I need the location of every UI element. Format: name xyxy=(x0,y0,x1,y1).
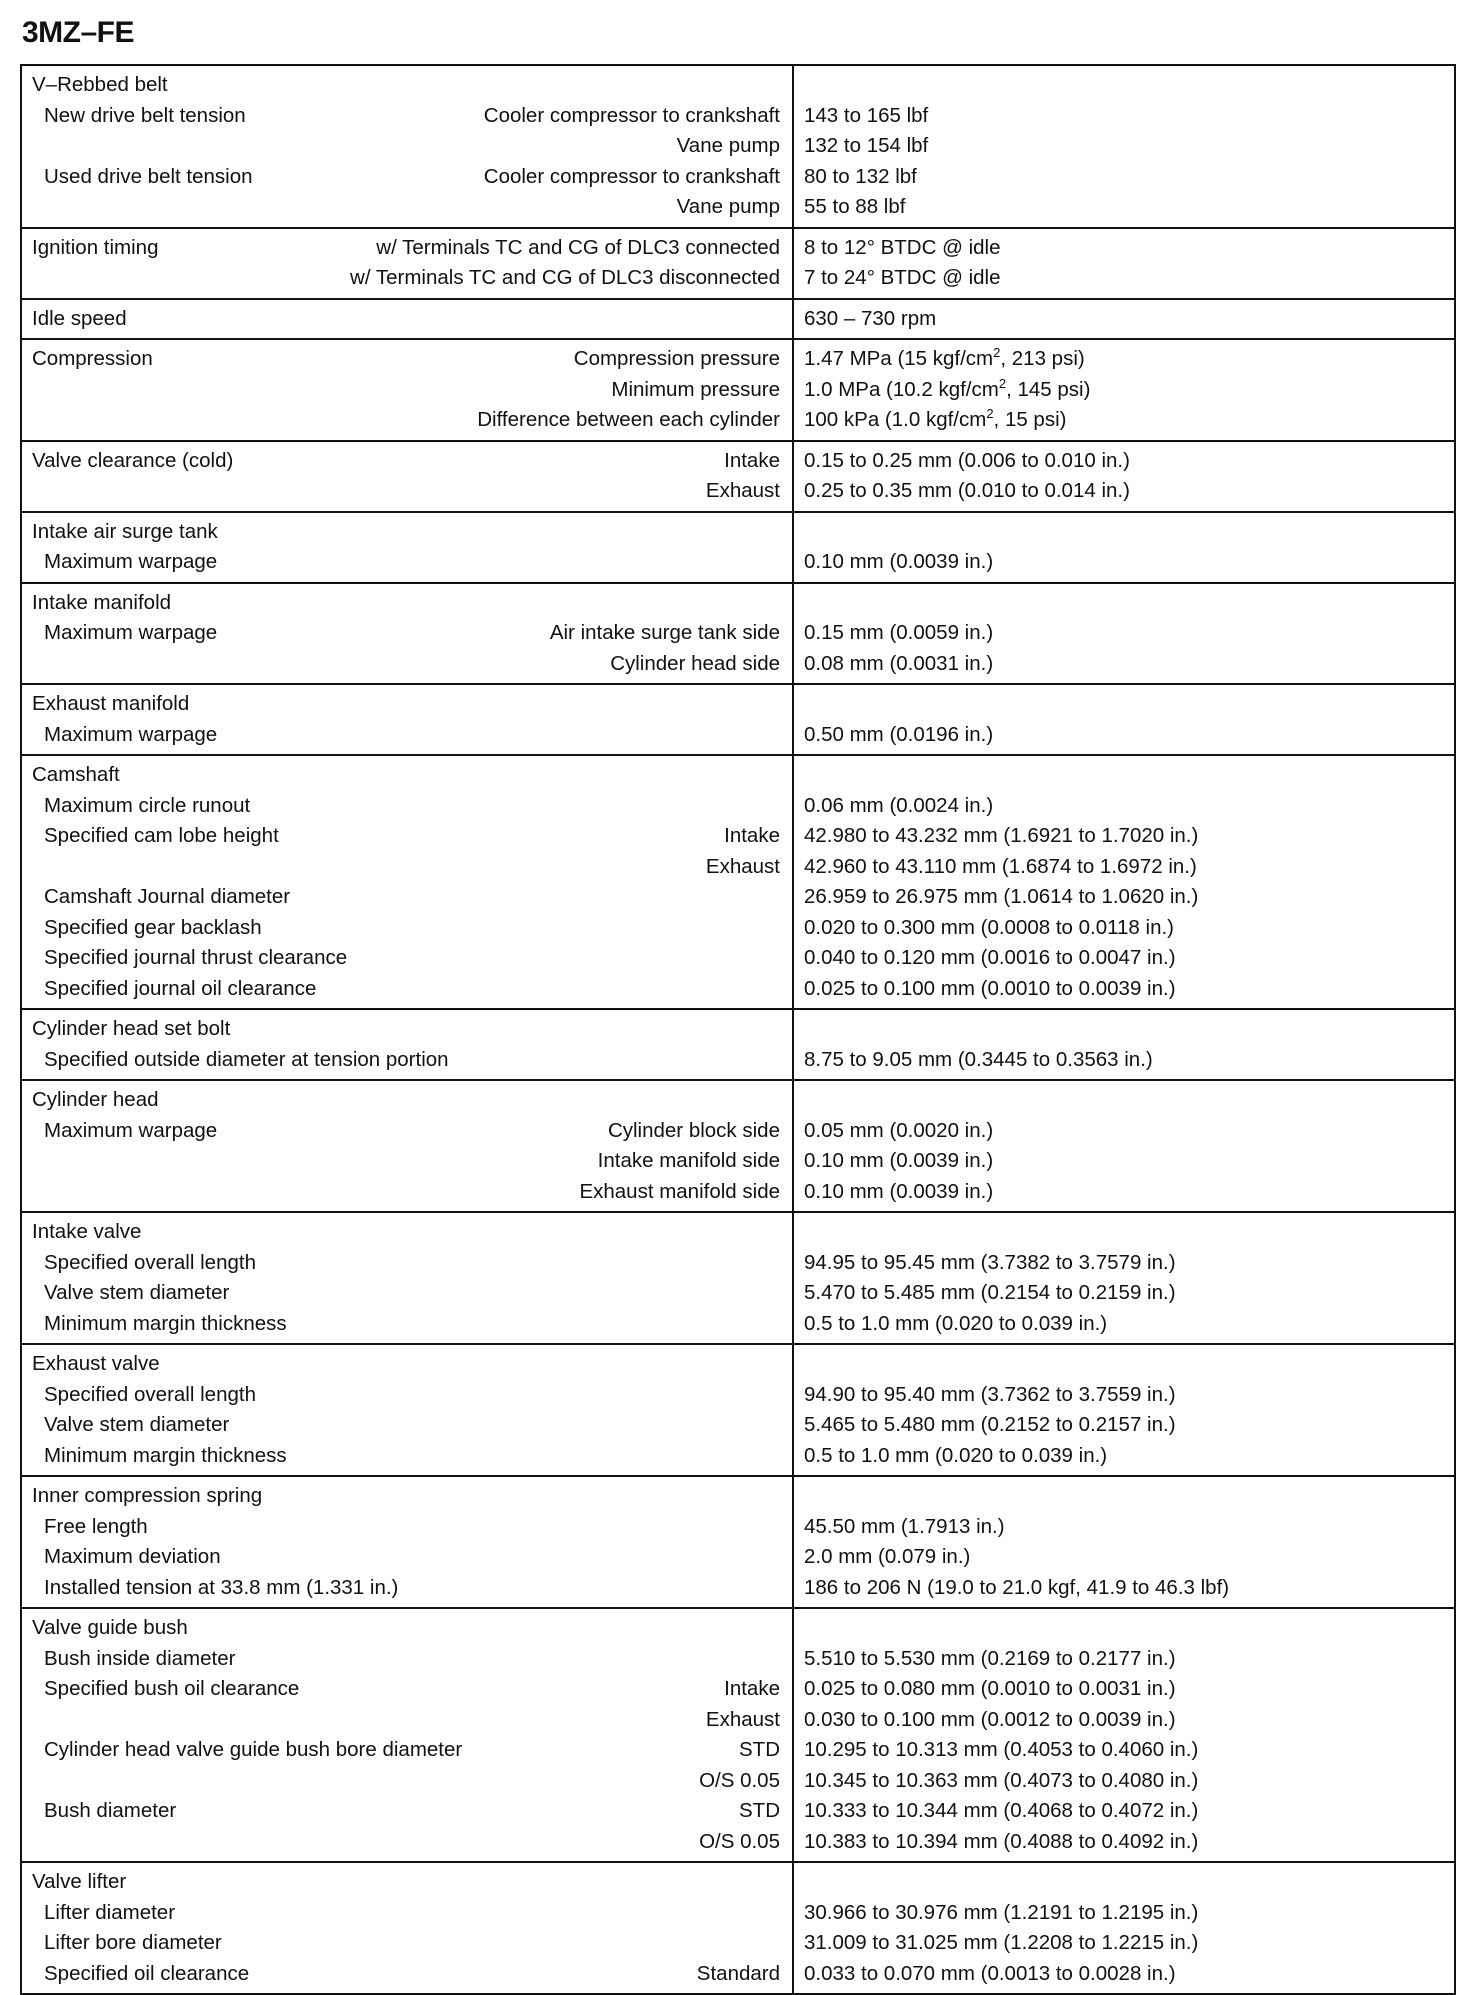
spec-section xyxy=(22,1861,1454,1993)
spec-row xyxy=(32,1410,780,1441)
spec-label: Camshaft xyxy=(32,763,120,786)
spec-row xyxy=(32,720,780,751)
spec-label xyxy=(32,1766,44,1797)
spec-value: 10.333 to 10.344 mm (0.4068 to 0.4072 in.) xyxy=(804,1799,1199,1822)
spec-row xyxy=(32,1705,780,1736)
spec-value: 8 to 12° BTDC @ idle xyxy=(804,235,1001,259)
page-title: 3MZ–FE xyxy=(22,16,135,49)
spec-value: 5.465 to 5.480 mm (0.2152 to 0.2157 in.) xyxy=(804,1413,1176,1436)
spec-label: Inner compression spring xyxy=(32,1484,263,1507)
spec-row xyxy=(32,1248,780,1279)
spec-values-column xyxy=(792,584,1454,684)
spec-section xyxy=(22,1079,1454,1211)
spec-condition: Cylinder head side xyxy=(610,651,780,675)
spec-value xyxy=(804,1014,1444,1045)
spec-label xyxy=(32,131,44,162)
spec-value: 0.25 to 0.35 mm (0.010 to 0.014 in.) xyxy=(804,479,1130,502)
spec-row xyxy=(32,375,780,406)
spec-value xyxy=(804,1613,1444,1644)
spec-condition: Intake manifold side xyxy=(597,1149,780,1172)
spec-condition: Vane pump xyxy=(676,134,780,157)
spec-condition: Exhaust xyxy=(705,854,780,878)
spec-row xyxy=(32,1674,780,1705)
spec-row xyxy=(32,1085,780,1116)
spec-value: 42.980 to 43.232 mm (1.6921 to 1.7020 in.) xyxy=(804,824,1199,847)
spec-value xyxy=(804,689,1444,720)
superscript: 2 xyxy=(993,345,1001,361)
spec-label: Valve stem diameter xyxy=(44,1413,230,1436)
spec-row xyxy=(32,233,780,264)
spec-row xyxy=(32,1177,780,1208)
spec-section xyxy=(22,683,1454,754)
spec-row xyxy=(32,1928,780,1959)
spec-row xyxy=(32,1613,780,1644)
spec-row xyxy=(32,476,780,507)
spec-label: Cylinder head set bolt xyxy=(32,1017,231,1040)
spec-row xyxy=(32,1217,780,1248)
spec-row xyxy=(32,588,780,619)
spec-value: 30.966 to 30.976 mm (1.2191 to 1.2195 in.) xyxy=(804,1900,1199,1924)
spec-row xyxy=(32,131,780,162)
spec-conditions-column xyxy=(22,66,792,227)
spec-values-column xyxy=(792,513,1454,582)
spec-row xyxy=(32,70,780,101)
spec-value: 0.08 mm (0.0031 in.) xyxy=(804,651,994,675)
spec-condition: Intake xyxy=(724,1677,780,1700)
spec-values-column xyxy=(792,1609,1454,1861)
spec-row xyxy=(32,1735,780,1766)
spec-value: 0.50 mm (0.0196 in.) xyxy=(804,722,994,746)
spec-label: Intake valve xyxy=(32,1220,142,1243)
spec-value xyxy=(804,375,1444,406)
spec-section xyxy=(22,440,1454,511)
spec-value: 0.06 mm (0.0024 in.) xyxy=(804,793,994,817)
spec-label: Cylinder head valve guide bush bore diameter xyxy=(44,1738,463,1761)
spec-label: Ignition timing xyxy=(32,235,159,259)
spec-value: 0.030 to 0.100 mm (0.0012 to 0.0039 in.) xyxy=(804,1707,1176,1731)
spec-row xyxy=(32,618,780,649)
spec-condition: Cooler compressor to crankshaft xyxy=(483,103,780,127)
spec-value: 0.040 to 0.120 mm (0.0016 to 0.0047 in.) xyxy=(804,946,1176,969)
spec-value xyxy=(804,760,1444,791)
spec-value: 10.345 to 10.363 mm (0.4073 to 0.4080 in.) xyxy=(804,1768,1199,1792)
spec-label: Specified overall length xyxy=(44,1250,256,1274)
spec-condition: w/ Terminals TC and CG of DLC3 disconnected xyxy=(350,266,780,289)
spec-value: 42.960 to 43.110 mm (1.6874 to 1.6972 in.) xyxy=(804,854,1197,878)
spec-value: 0.05 mm (0.0020 in.) xyxy=(804,1118,994,1142)
spec-value: 5.510 to 5.530 mm (0.2169 to 0.2177 in.) xyxy=(804,1646,1176,1670)
spec-row xyxy=(32,1644,780,1675)
spec-values-column xyxy=(792,1863,1454,1993)
spec-conditions-column xyxy=(22,300,792,339)
spec-row xyxy=(32,821,780,852)
spec-value: 0.15 mm (0.0059 in.) xyxy=(804,621,994,644)
spec-conditions-column xyxy=(22,442,792,511)
spec-label: New drive belt tension xyxy=(44,103,246,127)
spec-section xyxy=(22,1008,1454,1079)
spec-conditions-column xyxy=(22,685,792,754)
spec-label: Intake manifold xyxy=(32,590,172,614)
spec-label: Minimum margin thickness xyxy=(44,1311,287,1335)
spec-row xyxy=(32,344,780,375)
spec-label: Specified oil clearance xyxy=(44,1961,250,1985)
spec-label: Installed tension at 33.8 mm (1.331 in.) xyxy=(44,1575,399,1599)
spec-section xyxy=(22,298,1454,339)
spec-value-text: 1.0 MPa (10.2 kgf/cm xyxy=(804,377,999,401)
spec-conditions-column xyxy=(22,584,792,684)
spec-label: Maximum warpage xyxy=(44,550,218,573)
spec-label: Idle speed xyxy=(32,306,127,330)
spec-row xyxy=(32,1766,780,1797)
spec-label: Exhaust valve xyxy=(32,1352,160,1375)
spec-condition: O/S 0.05 xyxy=(699,1768,780,1792)
spec-row xyxy=(32,547,780,578)
spec-label: Valve lifter xyxy=(32,1870,127,1893)
spec-label: Maximum deviation xyxy=(44,1545,221,1568)
spec-row xyxy=(32,304,780,335)
spec-value-text: 1.47 MPa (15 kgf/cm xyxy=(804,347,994,370)
spec-row xyxy=(32,1867,780,1898)
spec-value xyxy=(804,588,1444,619)
spec-value: 0.025 to 0.080 mm (0.0010 to 0.0031 in.) xyxy=(804,1677,1176,1700)
spec-value xyxy=(804,70,1444,101)
spec-condition: Cylinder block side xyxy=(607,1118,780,1142)
spec-value: 8.75 to 9.05 mm (0.3445 to 0.3563 in.) xyxy=(804,1047,1153,1071)
spec-value: 0.15 to 0.25 mm (0.006 to 0.010 in.) xyxy=(804,448,1130,472)
spec-row xyxy=(32,192,780,223)
spec-label: Valve clearance (cold) xyxy=(32,448,234,472)
spec-value: 31.009 to 31.025 mm (1.2208 to 1.2215 in.) xyxy=(804,1931,1199,1954)
spec-condition: STD xyxy=(739,1799,780,1822)
spec-row xyxy=(32,1481,780,1512)
spec-value xyxy=(804,1867,1444,1898)
spec-label xyxy=(32,192,44,223)
spec-row xyxy=(32,1573,780,1604)
spec-section xyxy=(22,1211,1454,1343)
spec-value-text: 100 kPa (1.0 kgf/cm xyxy=(804,408,987,431)
spec-value: 186 to 206 N (19.0 to 21.0 kgf, 41.9 to 46.3 lbf) xyxy=(804,1575,1230,1599)
spec-label: V–Rebbed belt xyxy=(32,73,168,96)
spec-label xyxy=(32,1705,44,1736)
spec-label xyxy=(32,1827,44,1858)
spec-row xyxy=(32,1116,780,1147)
spec-value: 55 to 88 lbf xyxy=(804,195,906,218)
spec-value: 94.95 to 95.45 mm (3.7382 to 3.7579 in.) xyxy=(804,1250,1176,1274)
spec-value: 0.10 mm (0.0039 in.) xyxy=(804,1179,994,1203)
spec-section xyxy=(22,1343,1454,1475)
spec-label: Intake air surge tank xyxy=(32,519,218,543)
spec-section xyxy=(22,511,1454,582)
spec-value: 2.0 mm (0.079 in.) xyxy=(804,1545,971,1568)
spec-values-column xyxy=(792,340,1454,440)
spec-condition: Standard xyxy=(696,1961,780,1985)
spec-label: Lifter diameter xyxy=(44,1900,176,1924)
spec-values-column xyxy=(792,1477,1454,1607)
spec-conditions-column xyxy=(22,1010,792,1079)
spec-row xyxy=(32,882,780,913)
spec-label xyxy=(32,649,44,680)
spec-row xyxy=(32,943,780,974)
spec-condition: Difference between each cylinder xyxy=(477,408,780,431)
spec-values-column xyxy=(792,1213,1454,1343)
spec-label xyxy=(32,852,44,883)
spec-value: 0.025 to 0.100 mm (0.0010 to 0.0039 in.) xyxy=(804,976,1176,1000)
spec-value xyxy=(804,1349,1444,1380)
spec-section xyxy=(22,66,1454,227)
spec-row xyxy=(32,1146,780,1177)
spec-label: Specified outside diameter at tension portion xyxy=(44,1047,449,1071)
spec-values-column xyxy=(792,1081,1454,1211)
spec-row xyxy=(32,689,780,720)
spec-label: Specified journal thrust clearance xyxy=(44,946,348,969)
spec-value: 94.90 to 95.40 mm (3.7362 to 3.7559 in.) xyxy=(804,1382,1176,1406)
spec-condition: Cooler compressor to crankshaft xyxy=(483,164,780,188)
spec-label: Lifter bore diameter xyxy=(44,1931,222,1954)
spec-label: Valve guide bush xyxy=(32,1616,188,1639)
spec-value: 45.50 mm (1.7913 in.) xyxy=(804,1514,1005,1538)
spec-label xyxy=(32,1177,44,1208)
spec-condition: STD xyxy=(739,1738,780,1761)
spec-row xyxy=(32,1542,780,1573)
spec-label: Maximum warpage xyxy=(44,722,218,746)
spec-label: Specified bush oil clearance xyxy=(44,1677,300,1700)
spec-condition: w/ Terminals TC and CG of DLC3 connected xyxy=(376,235,780,259)
spec-value: 5.470 to 5.485 mm (0.2154 to 0.2159 in.) xyxy=(804,1281,1176,1304)
spec-condition: Minimum pressure xyxy=(611,377,780,401)
spec-label: Maximum warpage xyxy=(44,621,218,644)
spec-condition: Compression pressure xyxy=(573,347,780,370)
spec-section xyxy=(22,1607,1454,1861)
spec-values-column xyxy=(792,66,1454,227)
spec-row xyxy=(32,1796,780,1827)
spec-label: Bush diameter xyxy=(44,1799,177,1822)
spec-condition: Vane pump xyxy=(676,195,780,218)
spec-section xyxy=(22,338,1454,440)
spec-value: 0.10 mm (0.0039 in.) xyxy=(804,1149,994,1172)
spec-label: Bush inside diameter xyxy=(44,1646,236,1670)
spec-label: Used drive belt tension xyxy=(44,164,253,188)
spec-section xyxy=(22,582,1454,684)
spec-value: 7 to 24° BTDC @ idle xyxy=(804,266,1001,289)
spec-table xyxy=(20,64,1456,1995)
spec-row xyxy=(32,1309,780,1340)
spec-conditions-column xyxy=(22,1477,792,1607)
spec-row xyxy=(32,852,780,883)
spec-label: Maximum circle runout xyxy=(44,793,251,817)
spec-condition: Exhaust xyxy=(705,479,780,502)
spec-value: 143 to 165 lbf xyxy=(804,103,929,127)
spec-values-column xyxy=(792,685,1454,754)
spec-values-column xyxy=(792,756,1454,1008)
spec-row xyxy=(32,974,780,1005)
spec-label xyxy=(32,1146,44,1177)
spec-value: 10.383 to 10.394 mm (0.4088 to 0.4092 in.) xyxy=(804,1829,1199,1853)
spec-conditions-column xyxy=(22,1609,792,1861)
spec-conditions-column xyxy=(22,1213,792,1343)
superscript: 2 xyxy=(998,375,1007,391)
spec-label: Specified journal oil clearance xyxy=(44,976,317,1000)
spec-value xyxy=(804,344,1444,375)
spec-value: 0.10 mm (0.0039 in.) xyxy=(804,550,994,573)
spec-values-column xyxy=(792,229,1454,298)
spec-section xyxy=(22,227,1454,298)
spec-row xyxy=(32,1898,780,1929)
spec-conditions-column xyxy=(22,340,792,440)
spec-value-text: , 145 psi) xyxy=(1006,377,1091,401)
spec-value: 80 to 132 lbf xyxy=(804,164,917,188)
spec-condition: Air intake surge tank side xyxy=(549,621,780,644)
spec-label: Specified overall length xyxy=(44,1382,256,1406)
spec-values-column xyxy=(792,1010,1454,1079)
superscript: 2 xyxy=(986,406,994,422)
spec-row xyxy=(32,913,780,944)
spec-condition: Intake xyxy=(724,448,780,472)
spec-label: Cylinder head xyxy=(32,1088,159,1111)
spec-row xyxy=(32,791,780,822)
spec-label: Valve stem diameter xyxy=(44,1281,230,1304)
spec-label: Minimum margin thickness xyxy=(44,1443,287,1467)
spec-value: 0.033 to 0.070 mm (0.0013 to 0.0028 in.) xyxy=(804,1961,1176,1985)
spec-row xyxy=(32,649,780,680)
spec-value: 630 – 730 rpm xyxy=(804,306,937,330)
spec-values-column xyxy=(792,300,1454,339)
spec-section xyxy=(22,754,1454,1008)
spec-value xyxy=(804,1085,1444,1116)
spec-value-text: , 213 psi) xyxy=(1000,347,1085,370)
spec-label: Specified cam lobe height xyxy=(44,824,279,847)
spec-row xyxy=(32,446,780,477)
spec-row xyxy=(32,1827,780,1858)
spec-value: 0.020 to 0.300 mm (0.0008 to 0.0118 in.) xyxy=(804,915,1175,939)
spec-row xyxy=(32,405,780,436)
spec-label: Specified gear backlash xyxy=(44,915,262,939)
spec-row xyxy=(32,263,780,294)
spec-value-text: , 15 psi) xyxy=(993,408,1067,431)
spec-value: 0.5 to 1.0 mm (0.020 to 0.039 in.) xyxy=(804,1311,1108,1335)
spec-condition: Intake xyxy=(724,824,780,847)
spec-values-column xyxy=(792,1345,1454,1475)
spec-row xyxy=(32,1441,780,1472)
spec-row xyxy=(32,162,780,193)
spec-row xyxy=(32,101,780,132)
spec-row xyxy=(32,1014,780,1045)
spec-value: 10.295 to 10.313 mm (0.4053 to 0.4060 in.) xyxy=(804,1738,1199,1761)
spec-value: 26.959 to 26.975 mm (1.0614 to 1.0620 in.) xyxy=(804,885,1199,908)
spec-values-column xyxy=(792,442,1454,511)
spec-conditions-column xyxy=(22,756,792,1008)
spec-row xyxy=(32,760,780,791)
spec-value: 132 to 154 lbf xyxy=(804,134,929,157)
spec-row xyxy=(32,1045,780,1076)
spec-section xyxy=(22,1475,1454,1607)
spec-label: Camshaft Journal diameter xyxy=(44,885,291,908)
spec-row xyxy=(32,1349,780,1380)
spec-condition: Exhaust manifold side xyxy=(579,1179,780,1203)
spec-value xyxy=(804,517,1444,548)
spec-row xyxy=(32,517,780,548)
spec-conditions-column xyxy=(22,229,792,298)
spec-value: 0.5 to 1.0 mm (0.020 to 0.039 in.) xyxy=(804,1443,1108,1467)
spec-value xyxy=(804,1481,1444,1512)
spec-row xyxy=(32,1959,780,1990)
spec-label: Maximum warpage xyxy=(44,1118,218,1142)
spec-condition: O/S 0.05 xyxy=(699,1829,780,1853)
spec-conditions-column xyxy=(22,513,792,582)
spec-row xyxy=(32,1278,780,1309)
spec-row xyxy=(32,1380,780,1411)
spec-value xyxy=(804,1217,1444,1248)
spec-label: Exhaust manifold xyxy=(32,692,190,715)
spec-conditions-column xyxy=(22,1081,792,1211)
spec-label: Compression xyxy=(32,347,153,370)
spec-conditions-column xyxy=(22,1345,792,1475)
spec-conditions-column xyxy=(22,1863,792,1993)
spec-row xyxy=(32,1512,780,1543)
spec-label: Free length xyxy=(44,1514,148,1538)
spec-value xyxy=(804,405,1444,436)
spec-condition: Exhaust xyxy=(705,1707,780,1731)
